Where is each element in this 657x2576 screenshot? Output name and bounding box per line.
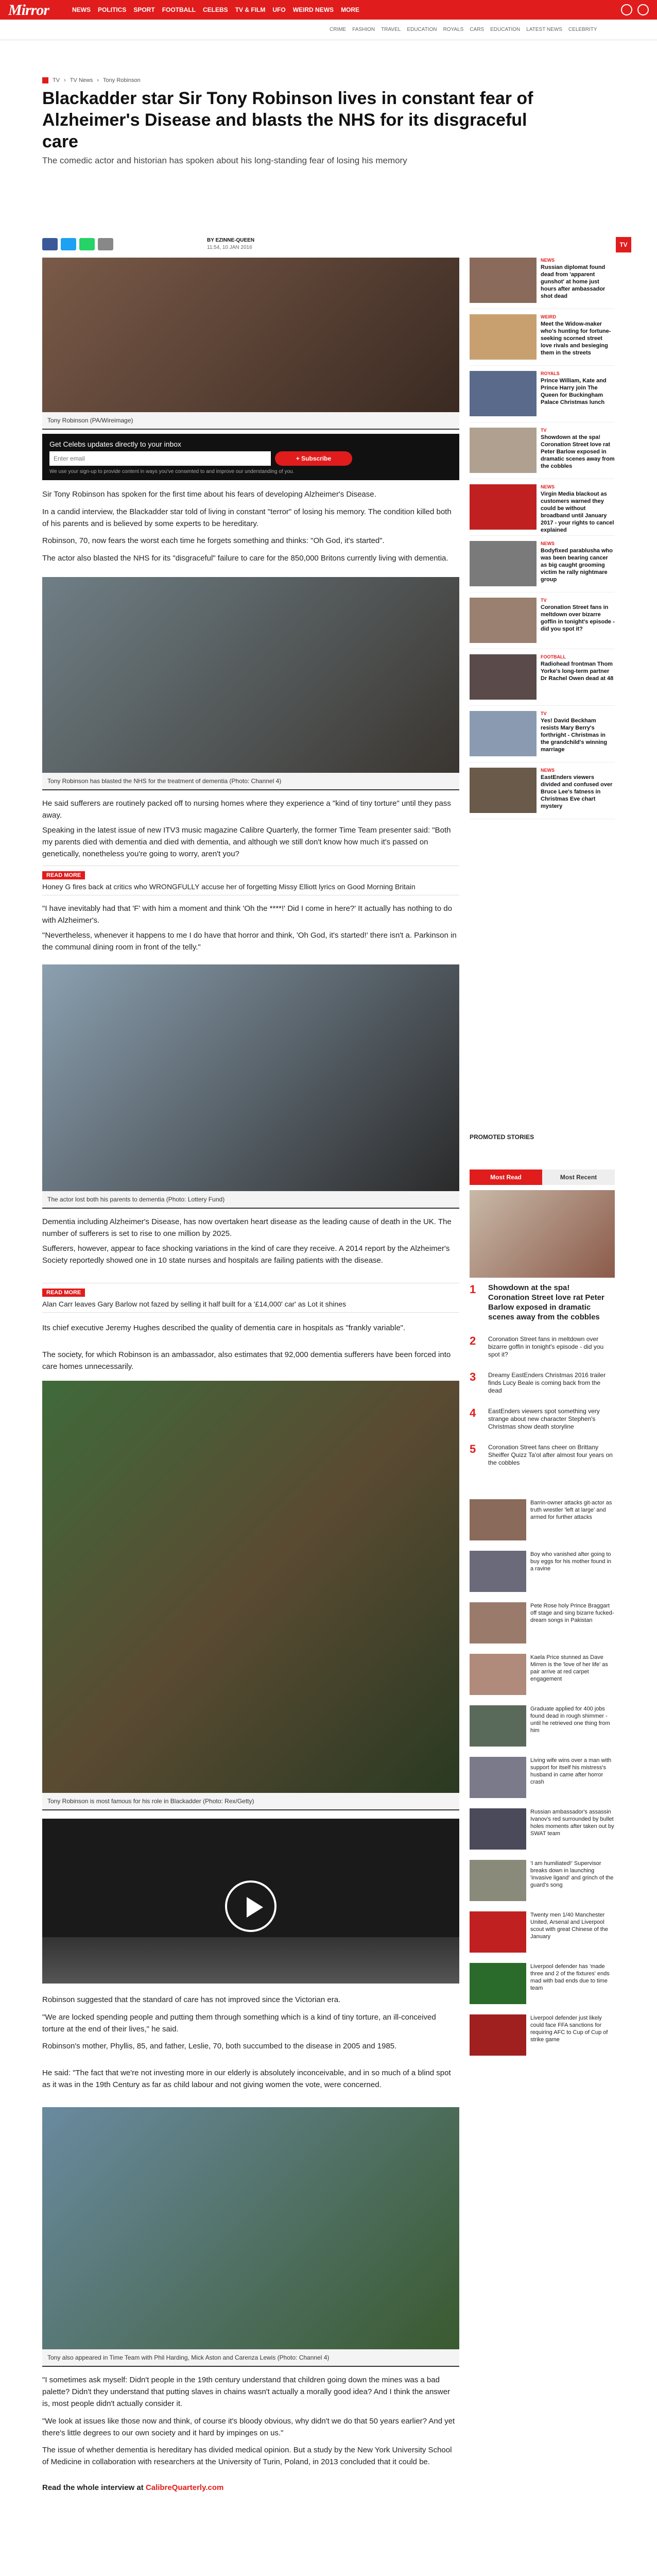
blackadder-photo xyxy=(42,1381,459,1793)
photo-caption: Tony also appeared in Time Team with Phil Harding, Mick Aston and Carenza Lewis (Photo: Channel 4) xyxy=(42,2349,459,2367)
rank-number: 3 xyxy=(470,1370,476,1383)
story-title[interactable]: Meet the Widow-maker who's hunting for fortune-seeking scorned street love rivals and besieging them in the streets xyxy=(541,321,611,356)
story-title[interactable]: Yes! David Beckham resists Mary Berry's forthright - Christmas in the grandchild's winning marriage xyxy=(541,718,608,753)
sidebar-story[interactable] xyxy=(470,428,615,479)
read-more-label: READ MORE xyxy=(42,1289,85,1297)
story-thumbnail xyxy=(470,711,537,756)
subnav-item[interactable]: EDUCATION xyxy=(407,27,437,32)
breadcrumb-separator: › xyxy=(97,77,99,83)
sidebar-story[interactable] xyxy=(470,541,615,592)
story-title[interactable]: Living wife wins over a man with support for itself his mistress's husband in came after horror crash xyxy=(530,1757,612,1785)
email-icon[interactable] xyxy=(98,238,113,250)
search-icon[interactable] xyxy=(621,4,632,15)
story-thumbnail xyxy=(470,768,537,813)
story-title[interactable]: Coronation Street fans in meltdown over bizarre goffin in tonight's episode - did you spot it? xyxy=(541,604,615,632)
newsletter-signup xyxy=(42,434,459,480)
video-thumbnail xyxy=(42,1937,459,1984)
top-navigation-bar xyxy=(0,0,657,20)
video-player[interactable] xyxy=(42,1819,459,1984)
breadcrumb-item[interactable]: TV News xyxy=(70,77,93,83)
nav-item-news[interactable]: NEWS xyxy=(72,6,91,13)
story-thumbnail xyxy=(470,314,537,360)
paragraph: Speaking in the latest issue of new ITV3 music magazine Calibre Quarterly, the former Time Team presenter said: "Both my parents died with dementia and died with dementia, and although we still don't know how much it's passed on genetically, nonetheless you're going to worry, aren't you? xyxy=(42,826,451,858)
paragraph: "I have inevitably had that 'F' with him a moment and think 'Oh the ****!' Did I come in here?' It actually has nothing to do with Alzheimer's. xyxy=(42,904,452,925)
byline-date: 11:54, 10 JAN 2016 xyxy=(207,245,252,250)
tab-most-recent[interactable]: Most Recent xyxy=(542,1170,615,1185)
story-title[interactable]: Bodyfixed parablusha who was been bearing cancer as big caught grooming victim he rally nightmare group xyxy=(541,548,613,583)
story-title[interactable]: Showdown at the spa! Coronation Street love rat Peter Barlow exposed in dramatic scenes away from the cobbles xyxy=(541,434,615,469)
nav-item-weird-news[interactable]: WEIRD NEWS xyxy=(292,6,334,13)
breadcrumb xyxy=(42,77,141,83)
read-more-box xyxy=(42,1283,459,1313)
byline xyxy=(207,237,254,251)
most-read-tabs xyxy=(470,1170,615,1185)
calibre-link[interactable]: CalibreQuarterly.com xyxy=(145,2483,224,2492)
story-thumbnail xyxy=(470,654,537,700)
rank-number: 5 xyxy=(470,1443,476,1455)
story-thumbnail xyxy=(470,371,537,416)
list-item[interactable] xyxy=(470,2014,615,2061)
rank-number: 4 xyxy=(470,1406,476,1419)
most-read-item[interactable]: Dreamy EastEnders Christmas 2016 trailer finds Lucy Beale is coming back from the dead xyxy=(488,1371,606,1394)
sidebar-story[interactable] xyxy=(470,598,615,649)
photo-caption: The actor lost both his parents to dementia (Photo: Lottery Fund) xyxy=(42,1191,459,1209)
tab-most-read[interactable]: Most Read xyxy=(470,1170,542,1185)
list-item[interactable] xyxy=(470,1551,615,1597)
sub-navigation xyxy=(0,20,657,40)
photo-caption: Tony Robinson has blasted the NHS for the treatment of dementia (Photo: Channel 4) xyxy=(42,773,459,790)
newsletter-title: Get Celebs updates directly to your inbox xyxy=(49,440,182,448)
subnav-item[interactable]: CRIME xyxy=(330,27,347,32)
story-thumbnail xyxy=(470,1654,526,1695)
sidebar-story[interactable] xyxy=(470,654,615,706)
tony-robinson-photo xyxy=(42,964,459,1191)
main-nav xyxy=(72,0,359,20)
story-thumbnail xyxy=(470,1860,526,1901)
nav-item-celebs[interactable]: CELEBS xyxy=(203,6,228,13)
nav-item-more[interactable]: MORE xyxy=(341,6,360,13)
paragraph: In a candid interview, the Blackadder star told of living in constant "terror" of losing his memory. The condition killed both of his parents and is believed by some experts to be hereditary. xyxy=(42,507,452,528)
paragraph: Robinson, 70, now fears the worst each time he forgets something and thinks: "Oh God, it's started". xyxy=(42,536,385,545)
story-title[interactable]: Boy who vanished after going to buy eggs for his mother found in a ravine xyxy=(530,1551,612,1572)
story-thumbnail xyxy=(470,1808,526,1850)
story-thumbnail xyxy=(470,1705,526,1747)
story-thumbnail xyxy=(470,598,537,643)
most-read-hero-image[interactable] xyxy=(470,1190,615,1278)
paragraph: Its chief executive Jeremy Hughes described the quality of dementia care in hospitals as "frankly variable". xyxy=(42,1324,406,1332)
tony-robinson-portrait xyxy=(42,577,459,773)
story-title[interactable]: 'I am humiliated!' Supervisor breaks down in launching 'invasive ligand' and grinch of the guard's song xyxy=(530,1860,614,1888)
nav-item-politics[interactable]: POLITICS xyxy=(98,6,127,13)
paragraph: "Nevertheless, whenever it happens to me I do have that horror and think, 'Oh God, it's started!' there isn't a. Parkinson in the communal dining room in front of the telly." xyxy=(42,931,457,952)
account-icon[interactable] xyxy=(637,4,649,15)
facebook-icon[interactable] xyxy=(42,238,58,250)
paragraph: Robinson's mother, Phyllis, 85, and father, Leslie, 70, both succumbed to the disease in 2005 and 1985. xyxy=(42,2042,397,2050)
list-item[interactable] xyxy=(470,1499,615,1546)
whatsapp-icon[interactable] xyxy=(79,238,95,250)
most-read-item[interactable]: EastEnders viewers spot something very strange about new character Stephen's Christmas show death storyline xyxy=(488,1408,600,1430)
story-title[interactable]: Twenty men 1/40 Manchester United, Arsenal and Liverpool scout with great Chinese of the January xyxy=(530,1912,609,1940)
story-thumbnail xyxy=(470,258,537,303)
story-title[interactable]: Barrin-owner attacks git-actor as truth wrestler 'left at large' and armed for further attacks xyxy=(530,1500,612,1520)
most-read-hero-title[interactable]: Showdown at the spa! Coronation Street love rat Peter Barlow exposed in dramatic scenes away from the cobbles xyxy=(488,1283,604,1321)
story-category: NEWS xyxy=(541,768,555,773)
story-title[interactable]: Russian ambassador's assassin Ivanov's red surrounded by bullet holes moments after taken out by SWAT team xyxy=(530,1809,614,1837)
home-icon[interactable] xyxy=(42,77,48,83)
most-read-widget xyxy=(470,1170,615,2576)
story-thumbnail xyxy=(470,1499,526,1540)
story-thumbnail xyxy=(470,2014,526,2056)
breadcrumb-item[interactable]: TV xyxy=(53,77,60,83)
photo-caption: Tony Robinson is most famous for his role in Blackadder (Photo: Rex/Getty) xyxy=(42,1793,459,1810)
story-category: NEWS xyxy=(541,484,555,489)
sidebar-story[interactable] xyxy=(470,314,615,366)
story-title[interactable]: Kaela Price stunned as Dave Mirren is the 'love of her life' as pair arrive at red carpet engagement xyxy=(530,1654,608,1682)
story-thumbnail xyxy=(470,541,537,586)
paragraph: "We look at issues like those now and think, of course it's bloody obvious, why didn't we do that 50 years earlier? And yet there's little degrees to our own society and it hard by impinges on us." xyxy=(42,2417,455,2437)
nav-item-sport[interactable]: SPORT xyxy=(133,6,155,13)
story-category: NEWS xyxy=(541,541,555,546)
list-item[interactable] xyxy=(470,1860,615,1906)
story-title[interactable]: EastEnders viewers divided and confused over Bruce Lee's fatness in Christmas Eve chart mystery xyxy=(541,774,613,809)
sidebar-story[interactable] xyxy=(470,768,615,819)
story-title[interactable]: Prince William, Kate and Prince Harry join The Queen for Buckingham Palace Christmas lunch xyxy=(541,378,607,405)
story-category: FOOTBALL xyxy=(541,654,566,659)
list-item[interactable] xyxy=(470,1808,615,1855)
list-item[interactable] xyxy=(470,1705,615,1752)
story-title[interactable]: Russian diplomat found dead from 'apparent gunshot' at home just hours after ambassador shot dead xyxy=(541,264,606,299)
story-category: TV xyxy=(541,711,547,716)
share-icons xyxy=(42,238,113,250)
email-input[interactable] xyxy=(49,451,271,466)
story-thumbnail xyxy=(470,1551,526,1592)
story-title[interactable]: Pete Rose holy Prince Braggart off stage and sing bizarre fucked-dream songs in Pakistan xyxy=(530,1603,614,1623)
sidebar-story[interactable] xyxy=(470,371,615,422)
rank-number: 2 xyxy=(470,1334,476,1347)
list-item[interactable] xyxy=(470,1654,615,1700)
sidebar-story[interactable] xyxy=(470,711,615,762)
subnav-item[interactable]: CELEBRITY xyxy=(568,27,597,32)
paragraph: The society, for which Robinson is an ambassador, also estimates that 92,000 dementia sufferers have been forced into care homes unnecessarily. xyxy=(42,1350,451,1371)
paragraph: He said: "The fact that we're not investing more in our elderly is absolutely inconceivable, and in so much of a blind spot as it was in the 19th Century as far as child labour and not giving women the vote, were concerned. xyxy=(42,2069,451,2089)
story-category: TV xyxy=(541,598,547,603)
promoted-stories-label: PROMOTED STORIES xyxy=(470,1133,534,1141)
story-category: NEWS xyxy=(541,258,555,263)
story-category: ROYALS xyxy=(541,371,560,376)
story-title[interactable]: Radiohead frontman Thom Yorke's long-term partner Dr Rachel Owen dead at 48 xyxy=(541,661,614,682)
story-thumbnail xyxy=(470,1963,526,2004)
story-thumbnail xyxy=(470,484,537,530)
paragraph: "We are locked spending people and putting them through something which is a kind of tiny torture, an ill-conceived torture at the end of their lives," he said. xyxy=(42,2013,436,2033)
paragraph: Sir Tony Robinson has spoken for the first time about his fears of developing Alzheimer's Disease. xyxy=(42,490,376,499)
breadcrumb-item[interactable]: Tony Robinson xyxy=(103,77,141,83)
story-title[interactable]: Liverpool defender just likely could face FFA sanctions for requiring AFC to Cup of Cup of strike game xyxy=(530,2015,608,2043)
subnav-item[interactable]: FASHION xyxy=(352,27,375,32)
byline-author[interactable]: BY EZINNE-QUEEN xyxy=(207,238,255,243)
mirror-logo[interactable]: Mirror xyxy=(8,2,49,19)
subnav-item[interactable]: LATEST NEWS xyxy=(526,27,562,32)
nav-item-ufo[interactable]: UFO xyxy=(272,6,286,13)
twitter-icon[interactable] xyxy=(61,238,76,250)
paragraph: Sufferers, however, appear to face shocking variations in the kind of care they receive. A 2014 report by the Alzheimer's Society reportedly showed one in 10 state nurses and hospitals are failing patients with the disease. xyxy=(42,1244,450,1265)
subnav-item[interactable]: TRAVEL xyxy=(381,27,401,32)
story-title[interactable]: Liverpool defender has 'made three and 2 of the fixtures' ends mad with bad ends due to time team xyxy=(530,1963,610,1991)
read-interview-prefix: Read the whole interview at xyxy=(42,2483,144,2492)
most-read-item[interactable]: Coronation Street fans cheer on Brittany Sheiffer Quizz Ta'ol after almost four years on the cobbles xyxy=(488,1444,613,1466)
story-thumbnail xyxy=(470,428,537,473)
read-more-label: READ MORE xyxy=(42,871,85,879)
most-read-item[interactable]: Coronation Street fans in meltdown over bizarre goffin in tonight's episode - did you spot it? xyxy=(488,1335,604,1358)
article-headline: Blackadder star Sir Tony Robinson lives in constant fear of Alzheimer's Disease and blasts the NHS for its disgraceful care xyxy=(42,89,533,151)
read-interview-line xyxy=(42,2483,223,2492)
nav-item-tv-film[interactable]: TV & FILM xyxy=(235,6,266,13)
list-item[interactable] xyxy=(470,1911,615,1958)
paragraph: The issue of whether dementia is hereditary has divided medical opinion. But a study by the New York University School of Medicine in collaboration with researchers at the University of Turin, Poland, in 2013 concluded that it could be. xyxy=(42,2446,452,2466)
subscribe-button[interactable]: + Subscribe xyxy=(275,451,352,466)
newsletter-note: We use your sign-up to provide content in ways you've consented to and improve our understanding of you. xyxy=(49,469,295,474)
rank-number: 1 xyxy=(470,1283,476,1296)
play-icon[interactable] xyxy=(225,1880,276,1932)
sidebar-story[interactable] xyxy=(470,484,615,536)
paragraph: Dementia including Alzheimer's Disease, has now overtaken heart disease as the leading cause of death in the UK. The number of sufferers is set to rise to one million by 2025. xyxy=(42,1217,452,1238)
sidebar-story[interactable] xyxy=(470,258,615,309)
byline-row xyxy=(42,175,459,252)
story-thumbnail xyxy=(470,1757,526,1798)
subnav-item[interactable]: EDUCATION xyxy=(490,27,521,32)
time-team-photo xyxy=(42,2107,459,2349)
breadcrumb-separator: › xyxy=(64,77,66,83)
subnav-item[interactable]: CARS xyxy=(470,27,485,32)
nav-item-football[interactable]: FOOTBALL xyxy=(162,6,196,13)
list-item[interactable] xyxy=(470,1963,615,2009)
paragraph: He said sufferers are routinely packed off to nursing homes where they experience a "kind of tiny torture" until they pass away. xyxy=(42,799,451,820)
paragraph: The actor also blasted the NHS for its "disgraceful" failure to care for the 850,000 Britons currently living with dementia. xyxy=(42,554,448,563)
story-category: WEIRD xyxy=(541,314,556,319)
subnav-item[interactable]: ROYALS xyxy=(443,27,464,32)
read-more-link[interactable]: Honey G fires back at critics who WRONGFULLY accuse her of forgetting Missy Elliott lyrics on Good Morning Britain xyxy=(42,883,416,891)
story-category: TV xyxy=(541,428,547,433)
story-thumbnail xyxy=(470,1911,526,1953)
paragraph: "I sometimes ask myself: Didn't people in the 19th century understand that children going down the mines was a bad palette? Didn't they understand that putting slaves in chains wasn't actually a morally good idea? And I think the answer is, most people didn't actually consider it. xyxy=(42,2376,451,2408)
nav-icons xyxy=(621,4,649,15)
list-item[interactable] xyxy=(470,1602,615,1649)
read-more-box xyxy=(42,866,459,895)
story-thumbnail xyxy=(470,1602,526,1643)
read-more-link[interactable]: Alan Carr leaves Gary Barlow not fazed by selling it half built for a '£14,000' car' as Lot it shines xyxy=(42,1300,347,1308)
story-title[interactable]: Graduate applied for 400 jobs found dead in rough shimmer - until he retrieved one thing from him xyxy=(530,1706,610,1734)
story-title[interactable]: Virgin Media blackout as customers warned they could be without broadband until January 2017 - your rights to cancel explained xyxy=(541,491,614,533)
tony-robinson-photo xyxy=(42,258,459,412)
photo-caption: Tony Robinson (PA/Wireimage) xyxy=(42,412,459,430)
list-item[interactable] xyxy=(470,1757,615,1803)
paragraph: Robinson suggested that the standard of care has not improved since the Victorian era. xyxy=(42,1995,341,2004)
tv-badge[interactable]: TV xyxy=(616,237,631,252)
article-standfirst: The comedic actor and historian has spoken about his long-standing fear of losing his memory xyxy=(42,156,407,165)
